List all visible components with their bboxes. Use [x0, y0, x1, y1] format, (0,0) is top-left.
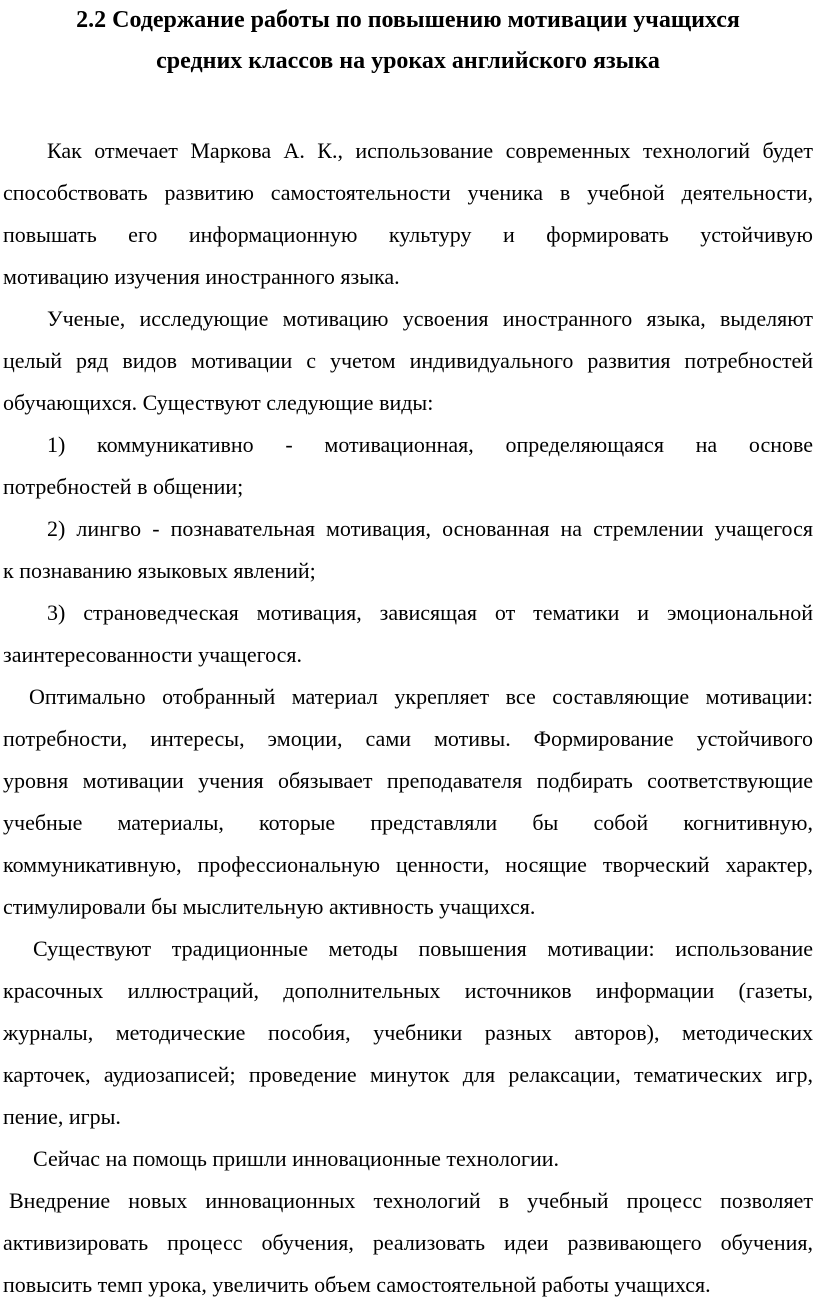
paragraph-line: учебные материалы, которые представляли бы собой когнитивную,	[3, 810, 813, 835]
paragraph-line: Сейчас на помощь пришли инновационные технологии.	[33, 1146, 560, 1171]
paragraph-line: повышать его информационную культуру и формировать устойчивую	[3, 222, 813, 247]
paragraph-line: коммуникативную, профессиональную ценности, носящие творческий характер,	[3, 852, 813, 877]
paragraph-line: Существуют традиционные методы повышения мотивации: использование	[33, 936, 813, 961]
paragraph-line: заинтересованности учащегося.	[3, 642, 303, 667]
list-item-country-studies	[3, 592, 813, 676]
section-title-line: 2.2 Содержание работы по повышению мотивации учащихся	[76, 7, 740, 33]
paragraph-line: целый ряд видов мотивации с учетом индивидуального развития потребностей	[3, 348, 813, 373]
paragraph-line: Внедрение новых инновационных технологий в учебный процесс позволяет	[9, 1188, 813, 1213]
paragraph-line: журналы, методические пособия, учебники разных авторов), методических	[3, 1020, 813, 1045]
paragraph-line: стимулировали бы мыслительную активность учащихся.	[3, 894, 536, 919]
paragraph-line: красочных иллюстраций, дополнительных источников информации (газеты,	[3, 978, 813, 1003]
title-spacer	[3, 82, 813, 130]
list-item-linguistic	[3, 508, 813, 592]
paragraph-line: пение, игры.	[3, 1104, 121, 1129]
paragraph-line: уровня мотивации учения обязывает преподавателя подбирать соответствующие	[3, 768, 813, 793]
paragraph-line: обучающихся. Существуют следующие виды:	[3, 390, 434, 415]
paragraph-markova	[3, 130, 813, 298]
paragraph-line: Оптимально отобранный материал укрепляет все составляющие мотивации:	[29, 684, 813, 709]
paragraph-line: 2) лингво - познавательная мотивация, основанная на стремлении учащегося	[47, 516, 813, 541]
paragraph-line: карточек, аудиозаписей; проведение минуток для релаксации, тематических игр,	[3, 1062, 813, 1087]
paragraph-line: Как отмечает Маркова А. К., использование современных технологий будет	[47, 138, 813, 163]
list-item-communicative	[3, 424, 813, 508]
section-title	[3, 0, 813, 82]
paragraph-line: активизировать процесс обучения, реализовать идеи развивающего обучения,	[3, 1230, 813, 1255]
paragraph-line: Ученые, исследующие мотивацию усвоения иностранного языка, выделяют	[47, 306, 813, 331]
paragraph-traditional-methods	[3, 928, 813, 1138]
paragraph-line: 1) коммуникативно - мотивационная, определяющаяся на основе	[47, 432, 813, 457]
paragraph-optimal-material	[3, 676, 813, 928]
section-title-line: средних классов на уроках английского языка	[156, 48, 660, 74]
paragraph-line: потребностей в общении;	[3, 474, 244, 499]
paragraph-motivation-types	[3, 298, 813, 424]
paragraph-line: способствовать развитию самостоятельности ученика в учебной деятельности,	[3, 180, 813, 205]
paragraph-line: 3) страноведческая мотивация, зависящая от тематики и эмоциональной	[47, 600, 813, 625]
paragraph-line: потребности, интересы, эмоции, сами мотивы. Формирование устойчивого	[3, 726, 813, 751]
paragraph-line: к познаванию языковых явлений;	[3, 558, 316, 583]
paragraph-line: мотивацию изучения иностранного языка.	[3, 264, 400, 289]
paragraph-line: повысить темп урока, увеличить объем самостоятельной работы учащихся.	[3, 1272, 711, 1297]
paragraph-innovations	[3, 1138, 813, 1180]
paragraph-implementation	[3, 1180, 813, 1306]
